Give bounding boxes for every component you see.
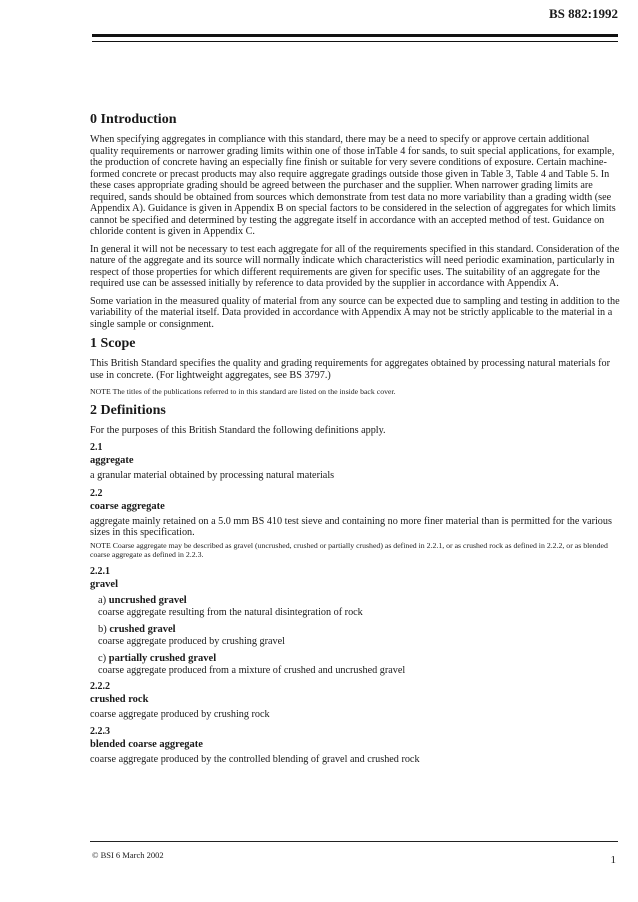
- introduction-heading: 0 Introduction: [90, 112, 177, 127]
- definitions-heading: 2 Definitions: [90, 402, 166, 418]
- intro-paragraph-3: Some variation in the measured quality of material from any source can be expected due to sampling and testing in addition to the variability of the material itself. Data provided in accordance with Appendix A may not be strictly applicable to the material in a single sample or consignment.: [90, 295, 620, 330]
- definition-text: coarse aggregate produced by the controlled blending of gravel and crushed rock: [90, 754, 420, 765]
- intro-paragraph-1: When specifying aggregates in compliance with this standard, there may be a need to specify or approve certain additional quality requirements or narrower grading limits within one of those inTable 4 for sands, to suit special applications, for example, the production of concrete having an especially fine finish or suitable for very severe conditions of exposure. Certain machine-formed concrete or precast products may also require aggregate gradings outside those given in Table 3, Table 4 and Table 5. In these cases appropriate grading should be agreed between the purchaser and the supplier. When narrower grading limits are required, sands should be obtained from sources which demonstrate from test data no more variability than a grading width (see Appendix A). Guidance is given in Appendix B on special factors to be considered in the selection of aggregates for which limits cannot be specified and determined by testing the aggregate itself in accordance with an accepted method of test. Guidance on chloride content is given in Appendix C.: [90, 134, 616, 237]
- definition-term: aggregate: [90, 455, 134, 466]
- standard-number: BS 882:1992: [549, 6, 618, 21]
- subtype-label: [98, 623, 620, 636]
- subtype-term: crushed gravel: [109, 623, 176, 635]
- subtype-label: [98, 652, 620, 665]
- definition-number: 2.2.1: [90, 565, 110, 577]
- definition-number: 2.2.2: [90, 680, 110, 692]
- scope-paragraph: This British Standard specifies the quality and grading requirements for aggregates obtained by processing natural materials for use in concrete. (For lightweight aggregates, see BS 3797.): [90, 358, 610, 381]
- subtype-text: coarse aggregate produced by crushing gravel: [98, 635, 285, 647]
- definition-term: blended coarse aggregate: [90, 739, 203, 750]
- footer-copyright: © BSI 6 March 2002: [92, 850, 164, 860]
- scope-heading: 1 Scope: [90, 336, 136, 351]
- header-rule-thin: [92, 41, 618, 42]
- page-number: 1: [610, 854, 616, 866]
- subtype-label: [98, 594, 620, 607]
- definition-text: a granular material obtained by processing natural materials: [90, 470, 335, 481]
- subtype-term: uncrushed gravel: [108, 594, 187, 606]
- definitions-intro: For the purposes of this British Standard the following definitions apply.: [90, 424, 386, 436]
- definition-text: aggregate mainly retained on a 5.0 mm BS 410 test sieve and containing no more finer material than is permitted for the various sizes in this specification.: [90, 515, 612, 538]
- definition-number: 2.1: [90, 442, 103, 453]
- subtype-term: partially crushed gravel: [108, 652, 217, 664]
- subtype-letter: c): [98, 652, 107, 664]
- subtype-text: coarse aggregate produced from a mixture of crushed and uncrushed gravel: [98, 664, 406, 676]
- definition-number: 2.2: [90, 487, 103, 499]
- definition-note: NOTE Coarse aggregate may be described as gravel (uncrushed, crushed or partially crushed) as defined in 2.2.1, or as crushed rock as defined in 2.2.2, or as blended coarse aggregate as defined in 2.2.3.: [90, 540, 608, 559]
- scope-note: NOTE The titles of the publications referred to in this standard are listed on the inside back cover.: [90, 387, 396, 396]
- subtype-letter: b): [98, 623, 107, 635]
- definition-text: coarse aggregate produced by crushing rock: [90, 708, 270, 720]
- header-rule-thick: [92, 34, 618, 37]
- subtype-letter: a): [98, 594, 107, 606]
- intro-paragraph-2: In general it will not be necessary to test each aggregate for all of the requirements specified in this standard. Consideration of the nature of the aggregate and its source will normally indicate which characteristics will need periodic examination, particularly in respect of those properties for which different requirements are given for specific uses. The suitability of an aggregate for the required use can be assessed initially by reference to data provided by the supplier in accordance with Appendix A.: [90, 243, 620, 289]
- page-content: [90, 112, 620, 772]
- subtype-text: coarse aggregate resulting from the natural disintegration of rock: [98, 606, 363, 618]
- definition-term: coarse aggregate: [90, 500, 165, 512]
- footer-rule: [90, 841, 618, 842]
- definition-number: 2.2.3: [90, 726, 110, 737]
- definition-term: crushed rock: [90, 693, 149, 705]
- gravel-subtypes: [90, 594, 620, 677]
- definition-term: gravel: [90, 578, 118, 590]
